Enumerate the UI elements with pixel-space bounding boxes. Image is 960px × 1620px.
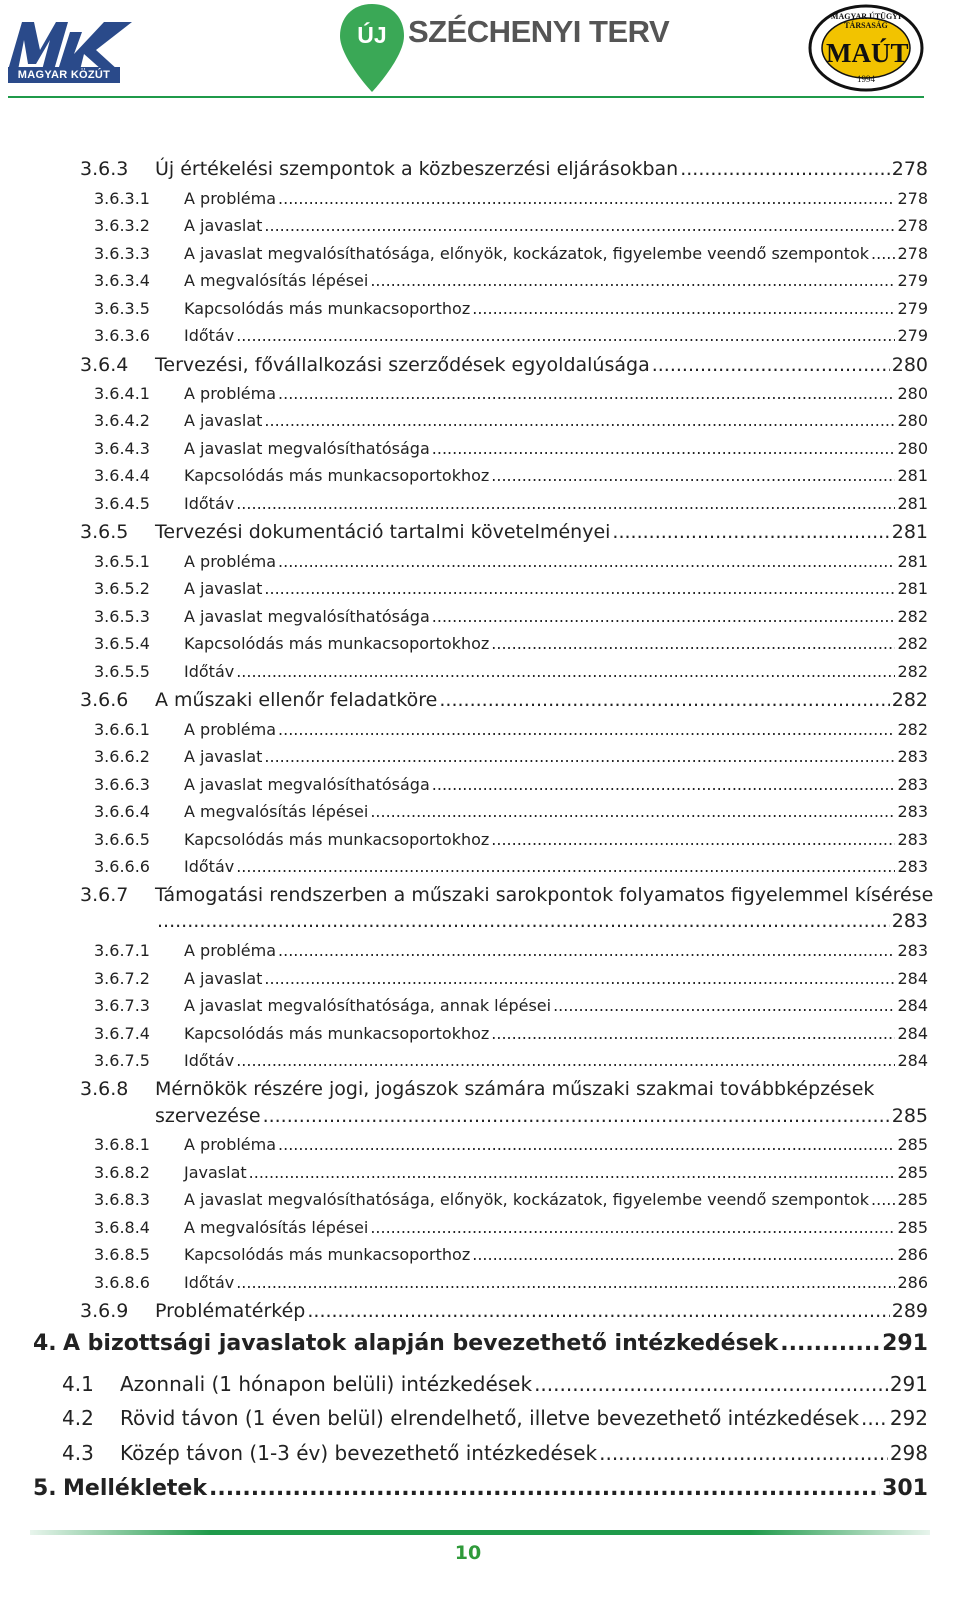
toc-page: 280 — [891, 354, 928, 376]
toc-title: A megvalósítás lépései — [184, 1218, 369, 1237]
magyar-kozut-logo-text: MAGYAR KÖZÚT — [8, 67, 120, 83]
toc-page: 281 — [897, 552, 928, 571]
toc-page: 280 — [897, 439, 928, 458]
toc-page: 286 — [897, 1273, 928, 1292]
toc-number: 3.6.7.1 — [94, 941, 150, 960]
toc-page: 281 — [897, 579, 928, 598]
toc-title: Közép távon (1-3 év) bevezethető intézkedések — [120, 1441, 598, 1465]
toc-number: 3.6.5.5 — [94, 662, 150, 681]
toc-page: 278 — [897, 244, 928, 263]
toc-entry-3-6-6-2[interactable] — [94, 747, 928, 766]
toc-leader — [432, 439, 896, 458]
toc-number: 3.6.7.2 — [94, 969, 150, 988]
toc-title: Tervezési dokumentáció tartalmi követelményei — [155, 521, 611, 543]
toc-title: A javaslat megvalósíthatósága, annak lépései — [184, 996, 552, 1015]
toc-number: 3.6.6.2 — [94, 747, 150, 766]
toc-title: Problématérkép — [155, 1300, 306, 1322]
toc-page: 279 — [897, 326, 928, 345]
toc-entry-4[interactable] — [33, 1331, 928, 1357]
toc-page: 291 — [882, 1331, 928, 1356]
toc-leader — [472, 1245, 895, 1264]
toc-number: 3.6.7.4 — [94, 1024, 150, 1043]
toc-entry-3-6-6-5[interactable] — [94, 830, 928, 849]
toc-number: 5. — [33, 1476, 57, 1501]
toc-number: 3.6.7 — [80, 884, 129, 906]
maut-logo-arc-text: MAGYAR ÚTÜGYI TÁRSASÁG — [830, 12, 902, 30]
toc-title: A javaslat megvalósíthatósága — [184, 439, 430, 458]
toc-page: 283 — [897, 830, 928, 849]
toc-page: 281 — [897, 494, 928, 513]
toc-entry-4-3[interactable] — [62, 1441, 928, 1465]
toc-title: A probléma — [184, 941, 277, 960]
toc-title: A javaslat — [184, 969, 263, 988]
toc-leader — [278, 552, 895, 571]
toc-page: 280 — [897, 411, 928, 430]
toc-number: 3.6.6.4 — [94, 802, 150, 821]
toc-title: A javaslat — [184, 411, 263, 430]
toc-page: 282 — [897, 720, 928, 739]
toc-number: 4. — [33, 1331, 57, 1356]
toc-leader — [861, 1406, 888, 1430]
toc-page: 298 — [889, 1441, 928, 1465]
toc-leader — [432, 607, 896, 626]
toc-entry-3-6-7[interactable] — [80, 884, 934, 907]
toc-leader — [871, 244, 895, 263]
toc-page: 278 — [891, 158, 928, 180]
toc-title: A javaslat megvalósíthatósága, előnyök, kockázatok, figyelembe veendő szempontok — [184, 244, 870, 263]
toc-number: 3.6.4.4 — [94, 466, 150, 485]
toc-leader — [264, 216, 895, 235]
toc-number: 3.6.3.3 — [94, 244, 150, 263]
toc-title: Javaslat — [184, 1163, 247, 1182]
toc-title: A probléma — [184, 1135, 277, 1154]
toc-leader — [370, 271, 895, 290]
toc-number: 3.6.7.5 — [94, 1051, 150, 1070]
toc-title: A javaslat — [184, 216, 263, 235]
toc-leader — [439, 689, 889, 712]
toc-number: 3.6.3.2 — [94, 216, 150, 235]
toc-entry-3-6-8-6[interactable] — [94, 1273, 928, 1292]
toc-number: 3.6.3.4 — [94, 271, 150, 290]
toc-title: A probléma — [184, 720, 277, 739]
toc-leader — [612, 521, 889, 544]
toc-entry-3-6-5-1[interactable] — [94, 552, 928, 571]
toc-entry-3-6-7-3[interactable] — [94, 996, 928, 1015]
toc-leader — [780, 1331, 880, 1357]
toc-page: 283 — [897, 747, 928, 766]
toc-number: 3.6.6.6 — [94, 857, 150, 876]
toc-leader — [264, 969, 895, 988]
toc-entry-3-6-8-5[interactable] — [94, 1245, 928, 1264]
toc-entry-3-6-4-5[interactable] — [94, 494, 928, 513]
szechenyi-pin-text: ÚJ — [357, 22, 387, 48]
toc-entry-3-6-6[interactable] — [80, 689, 928, 712]
toc-number: 3.6.7.3 — [94, 996, 150, 1015]
toc-entry-3-6-3-1[interactable] — [94, 189, 928, 208]
toc-page: 278 — [897, 216, 928, 235]
toc-entry-3-6-6-6[interactable] — [94, 857, 928, 876]
toc-entry-3-6-3[interactable] — [80, 158, 928, 181]
toc-leader — [278, 189, 895, 208]
szechenyi-terv-logo-text: SZÉCHENYI TERV — [408, 14, 670, 49]
toc-title: Időtáv — [184, 326, 235, 345]
toc-page: 282 — [897, 662, 928, 681]
footer-divider — [30, 1530, 930, 1535]
toc-page: 285 — [897, 1135, 928, 1154]
header-divider — [8, 96, 924, 98]
toc-number: 3.6.4.5 — [94, 494, 150, 513]
toc-entry-3-6-5-4[interactable] — [94, 634, 928, 653]
toc-page: 289 — [891, 1300, 928, 1322]
toc-leader — [491, 634, 895, 653]
toc-page: 292 — [889, 1406, 928, 1430]
toc-page: 283 — [897, 857, 928, 876]
toc-title: A javaslat megvalósíthatósága — [184, 607, 430, 626]
toc-number: 3.6.5 — [80, 521, 129, 543]
toc-leader — [236, 1273, 895, 1292]
toc-page: 283 — [897, 941, 928, 960]
toc-leader — [209, 1476, 880, 1502]
toc-title: A javaslat megvalósíthatósága — [184, 775, 430, 794]
toc-page: 283 — [891, 910, 928, 932]
toc-number: 3.6.9 — [80, 1300, 129, 1322]
toc-title: A megvalósítás lépései — [184, 271, 369, 290]
toc-entry-3-6-8[interactable] — [80, 1078, 928, 1101]
toc-number: 3.6.6 — [80, 689, 129, 711]
toc-page: 283 — [897, 775, 928, 794]
toc-number: 3.6.6.1 — [94, 720, 150, 739]
toc-number: 3.6.4.1 — [94, 384, 150, 403]
toc-leader — [157, 910, 890, 932]
toc-entry-3-6-6-4[interactable] — [94, 802, 928, 821]
toc-title-continuation: szervezése — [155, 1105, 261, 1127]
toc-leader — [491, 830, 895, 849]
toc-leader — [370, 1218, 895, 1237]
toc-title: Támogatási rendszerben a műszaki sarokpontok folyamatos figyelemmel kísérése — [155, 884, 934, 906]
toc-page: 282 — [897, 634, 928, 653]
toc-leader — [599, 1441, 888, 1465]
toc-number: 4.3 — [62, 1441, 94, 1465]
toc-leader — [278, 384, 895, 403]
toc-entry-3-6-8-3[interactable] — [94, 1190, 928, 1209]
toc-number: 3.6.4 — [80, 354, 129, 376]
toc-page: 284 — [897, 969, 928, 988]
toc-leader — [534, 1372, 888, 1396]
toc-title: Kapcsolódás más munkacsoportokhoz — [184, 830, 490, 849]
toc-entry-3-6-9[interactable] — [80, 1300, 928, 1323]
toc-page: 284 — [897, 1051, 928, 1070]
toc-leader — [491, 1024, 895, 1043]
toc-entry-3-6-3-3[interactable] — [94, 244, 928, 263]
toc-leader — [236, 494, 895, 513]
toc-entry-3-6-8-4[interactable] — [94, 1218, 928, 1237]
toc-title: A bizottsági javaslatok alapján bevezethető intézkedések — [63, 1331, 779, 1356]
toc-number: 3.6.5.4 — [94, 634, 150, 653]
toc-page: 279 — [897, 271, 928, 290]
toc-entry-3-6-4-4[interactable] — [94, 466, 928, 485]
toc-leader — [307, 1300, 889, 1323]
toc-page: 285 — [897, 1190, 928, 1209]
toc-entry-3-6-4-2[interactable] — [94, 411, 928, 430]
toc-leader — [553, 996, 895, 1015]
toc-number: 3.6.6.5 — [94, 830, 150, 849]
toc-entry-3-6-3-2[interactable] — [94, 216, 928, 235]
toc-entry-3-6-7-5[interactable] — [94, 1051, 928, 1070]
toc-number: 3.6.4.3 — [94, 439, 150, 458]
toc-leader — [472, 299, 895, 318]
page-number: 10 — [454, 1542, 482, 1564]
toc-title: Kapcsolódás más munkacsoportokhoz — [184, 634, 490, 653]
toc-number: 3.6.8 — [80, 1078, 129, 1100]
toc-leader — [432, 775, 896, 794]
toc-page: 280 — [897, 384, 928, 403]
toc-entry-3-6-7-1[interactable] — [94, 941, 928, 960]
toc-title: Mérnökök részére jogi, jogászok számára műszaki szakmai továbbképzések — [155, 1078, 875, 1100]
toc-entry-3-6-3-4[interactable] — [94, 271, 928, 290]
maut-logo-year: 1994 — [857, 74, 875, 84]
toc-title: Időtáv — [184, 1273, 235, 1292]
toc-title: Kapcsolódás más munkacsoporthoz — [184, 1245, 471, 1264]
toc-title: A megvalósítás lépései — [184, 802, 369, 821]
toc-title: A javaslat megvalósíthatósága, előnyök, kockázatok, figyelembe veendő szempontok — [184, 1190, 870, 1209]
toc-number: 3.6.8.2 — [94, 1163, 150, 1182]
toc-entry-3-6-6-1[interactable] — [94, 720, 928, 739]
toc-entry-5[interactable] — [33, 1476, 928, 1502]
toc-entry-3-6-3-5[interactable] — [94, 299, 928, 318]
toc-page: 301 — [882, 1476, 928, 1501]
toc-title: Azonnali (1 hónapon belüli) intézkedések — [120, 1372, 533, 1396]
toc-page: 282 — [897, 607, 928, 626]
toc-leader — [236, 1051, 895, 1070]
toc-title: Időtáv — [184, 1051, 235, 1070]
toc-entry-3-6-8-1[interactable] — [94, 1135, 928, 1154]
toc-number: 3.6.8.4 — [94, 1218, 150, 1237]
toc-leader — [236, 662, 895, 681]
toc-number: 3.6.5.3 — [94, 607, 150, 626]
toc-page: 285 — [891, 1105, 928, 1127]
toc-entry-3-6-7-2[interactable] — [94, 969, 928, 988]
toc-entry-3-6-5-5[interactable] — [94, 662, 928, 681]
toc-entry-3-6-4-3[interactable] — [94, 439, 928, 458]
toc-title: Mellékletek — [63, 1476, 207, 1501]
page-header — [0, 0, 960, 104]
toc-title: A műszaki ellenőr feladatköre — [155, 689, 438, 711]
toc-title: A probléma — [184, 552, 277, 571]
toc-title: Időtáv — [184, 494, 235, 513]
toc-number: 3.6.5.2 — [94, 579, 150, 598]
toc-leader — [278, 941, 895, 960]
toc-page: 286 — [897, 1245, 928, 1264]
toc-page: 281 — [897, 466, 928, 485]
toc-number: 3.6.8.5 — [94, 1245, 150, 1264]
toc-number: 3.6.6.3 — [94, 775, 150, 794]
toc-leader — [249, 1163, 896, 1182]
toc-title: Időtáv — [184, 662, 235, 681]
toc-entry-4-1[interactable] — [62, 1372, 928, 1396]
toc-entry-3-6-8-continuation[interactable] — [155, 1105, 928, 1127]
toc-title: Időtáv — [184, 857, 235, 876]
toc-leader — [370, 802, 895, 821]
toc-entry-4-2[interactable] — [62, 1406, 928, 1430]
toc-entry-3-6-5[interactable] — [80, 521, 928, 544]
toc-leader — [264, 411, 895, 430]
toc-number: 3.6.3.6 — [94, 326, 150, 345]
toc-entry-3-6-5-3[interactable] — [94, 607, 928, 626]
toc-leader — [236, 857, 895, 876]
toc-entry-3-6-8-2[interactable] — [94, 1163, 928, 1182]
toc-number: 3.6.5.1 — [94, 552, 150, 571]
toc-number: 3.6.8.1 — [94, 1135, 150, 1154]
toc-page: 285 — [897, 1218, 928, 1237]
toc-page: 281 — [891, 521, 928, 543]
toc-leader — [263, 1105, 890, 1127]
toc-page: 278 — [897, 189, 928, 208]
toc-entry-3-6-4-1[interactable] — [94, 384, 928, 403]
toc-page: 279 — [897, 299, 928, 318]
toc-leader — [652, 354, 890, 377]
toc-title: Tervezési, fővállalkozási szerződések egyoldalúsága — [155, 354, 650, 376]
toc-entry-3-6-5-2[interactable] — [94, 579, 928, 598]
toc-title: Rövid távon (1 éven belül) elrendelhető, illetve bevezethető intézkedések — [120, 1406, 860, 1430]
toc-number: 3.6.8.3 — [94, 1190, 150, 1209]
toc-title: Kapcsolódás más munkacsoportokhoz — [184, 1024, 490, 1043]
toc-page: 291 — [889, 1372, 928, 1396]
toc-number: 4.1 — [62, 1372, 94, 1396]
toc-leader — [491, 466, 895, 485]
toc-title: A javaslat — [184, 579, 263, 598]
toc-entry-3-6-3-6[interactable] — [94, 326, 928, 345]
toc-page: 283 — [897, 802, 928, 821]
toc-title: A javaslat — [184, 747, 263, 766]
toc-leader — [264, 579, 895, 598]
toc-title: A probléma — [184, 384, 277, 403]
toc-leader — [236, 326, 895, 345]
toc-number: 3.6.3 — [80, 158, 129, 180]
toc-page: 282 — [891, 689, 928, 711]
toc-entry-3-6-7-continuation[interactable] — [155, 910, 928, 932]
toc-title: Kapcsolódás más munkacsoporthoz — [184, 299, 471, 318]
toc-entry-3-6-4[interactable] — [80, 354, 928, 377]
toc-number: 3.6.3.5 — [94, 299, 150, 318]
toc-number: 3.6.8.6 — [94, 1273, 150, 1292]
toc-page: 284 — [897, 1024, 928, 1043]
toc-leader — [871, 1190, 895, 1209]
toc-leader — [680, 158, 890, 181]
toc-entry-3-6-7-4[interactable] — [94, 1024, 928, 1043]
toc-title: Kapcsolódás más munkacsoportokhoz — [184, 466, 490, 485]
toc-leader — [264, 747, 895, 766]
toc-leader — [278, 1135, 895, 1154]
toc-title: A probléma — [184, 189, 277, 208]
maut-logo-text: MAÚT — [826, 38, 909, 68]
toc-entry-3-6-6-3[interactable] — [94, 775, 928, 794]
toc-page: 285 — [897, 1163, 928, 1182]
toc-number: 3.6.4.2 — [94, 411, 150, 430]
toc-page: 284 — [897, 996, 928, 1015]
toc-number: 4.2 — [62, 1406, 94, 1430]
toc-leader — [278, 720, 895, 739]
toc-number: 3.6.3.1 — [94, 189, 150, 208]
toc-title: Új értékelési szempontok a közbeszerzési eljárásokban — [155, 158, 679, 180]
